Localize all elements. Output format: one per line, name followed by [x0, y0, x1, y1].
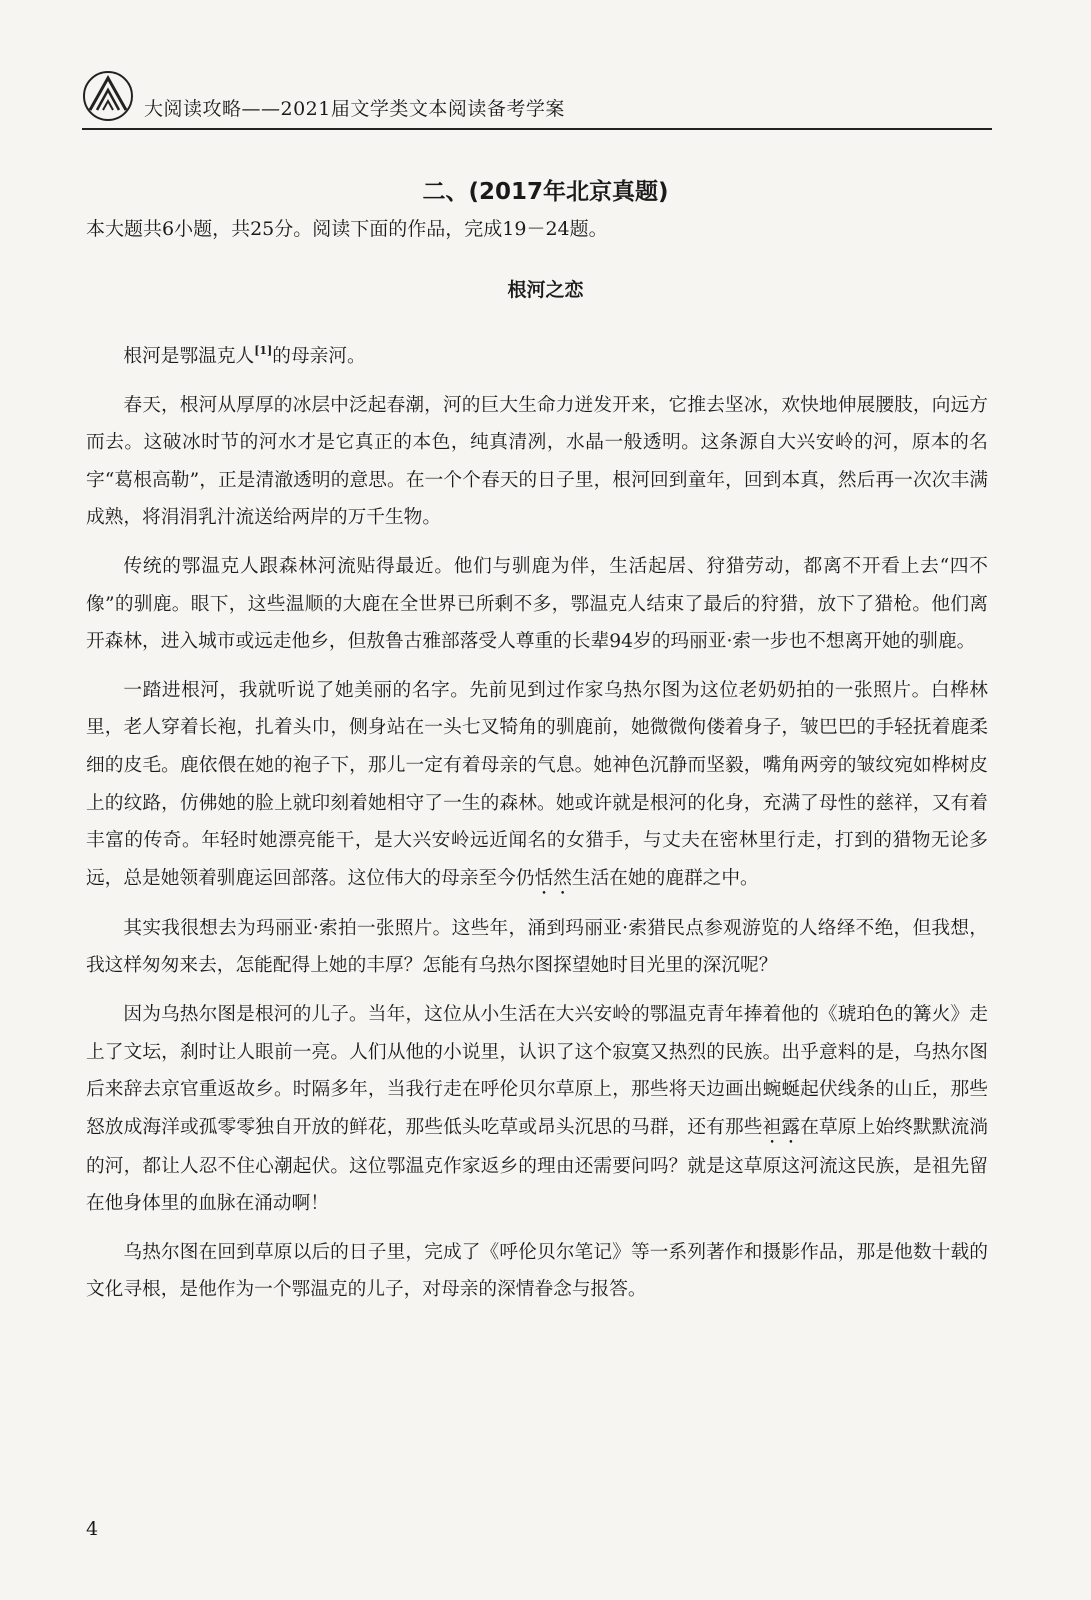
book-logo-icon: [82, 70, 134, 122]
header-title: 大阅读攻略——2021届文学类文本阅读备考学案: [144, 98, 565, 120]
emphasized-word: 恬然: [534, 867, 572, 889]
paragraph: 因为乌热尔图是根河的儿子。当年，这位从小生活在大兴安岭的鄂温克青年捧着他的《琥珀色的篝火》走上了文坛，刹时让人眼前一亮。人们从他的小说里，认识了这个寂寞又热烈的民族。出乎意料的是，乌热尔图后来辞去京官重返故乡。时隔多年，当我行走在呼伦贝尔草原上，那些将天边画出蜿蜒起伏线条的山丘，那些怒放成海洋或孤零零独自开放的鲜花，那些低头吃草或昂头沉思的马群，还有那些袒露在草原上始终默默流淌的河，都让人忍不住心潮起伏。这位鄂温克作家返乡的理由还需要问吗？就是这草原这河流这民族，是祖先留在他身体里的血脉在涌动啊！: [86, 1003, 989, 1215]
paragraph: 根河是鄂温克人[1]的母亲河。: [123, 344, 366, 367]
emphasized-word: 袒露: [762, 1116, 801, 1138]
section-title: 二、(2017年北京真题): [422, 179, 669, 205]
paragraph: 春天，根河从厚厚的冰层中泛起春潮，河的巨大生命力迸发开来，它推去坚冰，欢快地伸展腰肢，向远方而去。这破冰时节的河水才是它真正的本色，纯真清冽，水晶一般透明。这条源自大兴安岭的河，原本的名字“葛根高勒”，正是清澈透明的意思。在一个个春天的日子里，根河回到童年，回到本真，然后再一次次丰满成熟，将涓涓乳汁流送给两岸的万千生物。: [86, 394, 988, 529]
page-header: [82, 68, 992, 130]
article-body: [86, 332, 988, 1309]
paragraph: 乌热尔图在回到草原以后的日子里，完成了《呼伦贝尔笔记》等一系列著作和摄影作品，那是他数十载的文化寻根，是他作为一个鄂温克的儿子，对母亲的深情眷念与报答。: [86, 1241, 988, 1301]
paragraph: 传统的鄂温克人跟森林河流贴得最近。他们与驯鹿为伴，生活起居、狩猎劳动，都离不开看上去“四不像”的驯鹿。眼下，这些温顺的大鹿在全世界已所剩不多，鄂温克人结束了最后的狩猎，放下了猎枪。他们离开森林，进入城市或远走他乡，但敖鲁古雅部落受人尊重的长辈94岁的玛丽亚·索一步也不想离开她的驯鹿。: [86, 555, 988, 653]
article-title: 根河之恋: [507, 279, 584, 301]
footnote-marker: [1]: [254, 344, 273, 357]
section-intro: 本大题共6小题，共25分。阅读下面的作品，完成19－24题。: [86, 218, 608, 240]
page-number: 4: [86, 1518, 99, 1540]
paragraph: 一踏进根河，我就听说了她美丽的名字。先前见到过作家乌热尔图为这位老奶奶拍的一张照片。白桦林里，老人穿着长袍，扎着头巾，侧身站在一头七叉犄角的驯鹿前，她微微佝偻着身子，皱巴巴的手轻抚着鹿柔细的皮毛。鹿依偎在她的袍子下，那儿一定有着母亲的气息。她神色沉静而坚毅，嘴角两旁的皱纹宛如桦树皮上的纹路，仿佛她的脸上就印刻着她相守了一生的森林。她或许就是根河的化身，充满了母性的慈祥，又有着丰富的传奇。年轻时她漂亮能干，是大兴安岭远近闻名的女猎手，与丈夫在密林里行走，打到的猎物无论多远，总是她领着驯鹿运回部落。这位伟大的母亲至今仍恬然生活在她的鹿群之中。: [86, 679, 988, 889]
paragraph: 其实我很想去为玛丽亚·索拍一张照片。这些年，涌到玛丽亚·索猎民点参观游览的人络绎不绝，但我想，我这样匆匆来去，怎能配得上她的丰厚？怎能有乌热尔图探望她时目光里的深沉呢？: [86, 917, 988, 977]
